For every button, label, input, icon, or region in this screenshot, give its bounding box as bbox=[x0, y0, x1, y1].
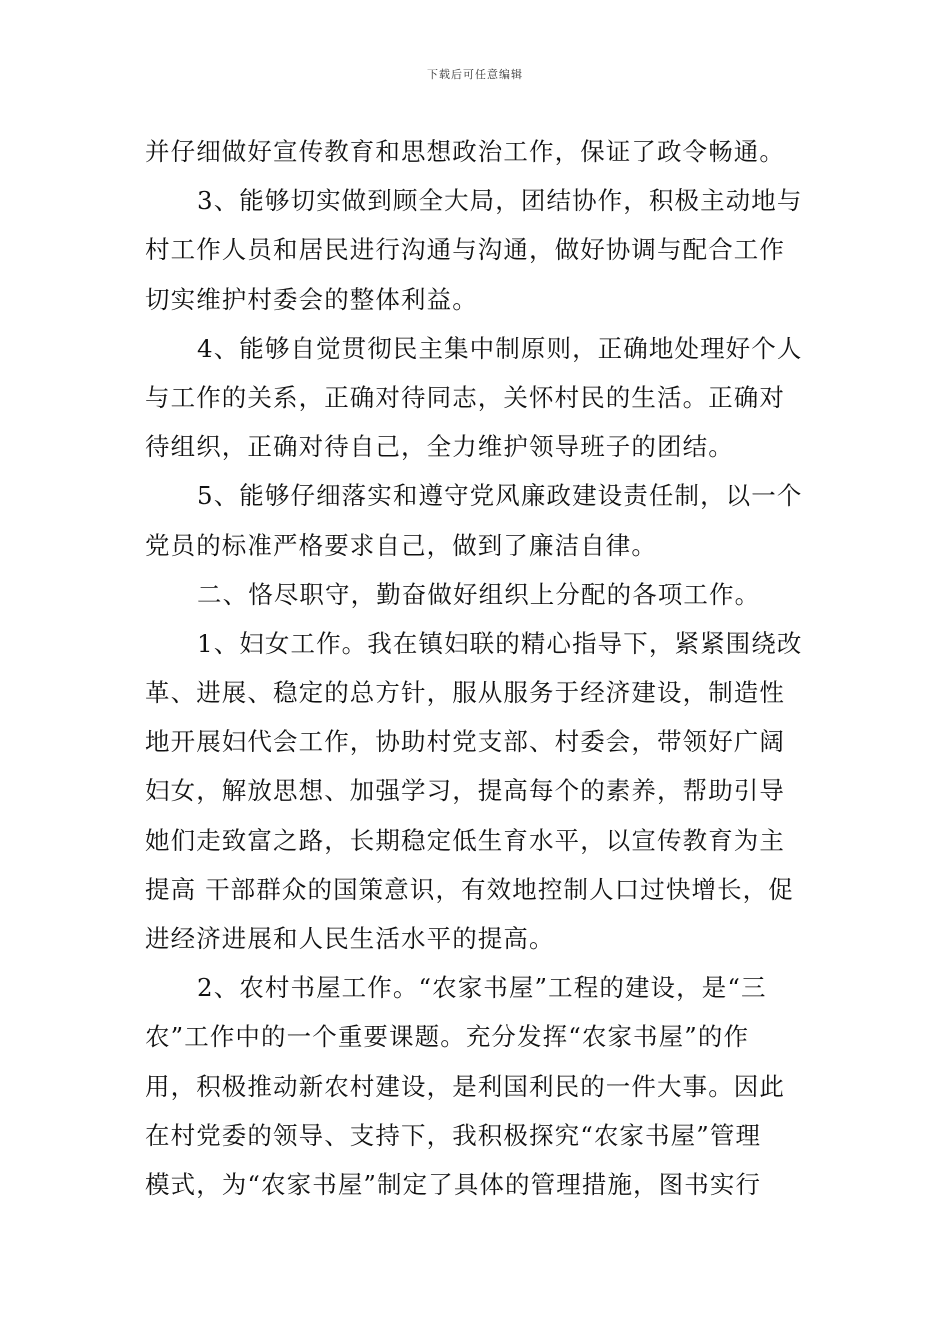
paragraph-line: 2、农村书屋工作。“农家书屋”工程的建设，是“三 bbox=[197, 973, 767, 1003]
paragraph-line: 她们走致富之路，长期稳定低生育水平，以宣传教育为主 bbox=[145, 825, 785, 855]
paragraph-line: 待组织，正确对待自己，全力维护领导班子的团结。 bbox=[145, 432, 734, 462]
paragraph-line: 并仔细做好宣传教育和思想政治工作，保证了政令畅通。 bbox=[145, 137, 785, 166]
paragraph-line: 提高 干部群众的国策意识，有效地控制人口过快增长，促 bbox=[145, 874, 794, 904]
paragraph-line: 村工作人员和居民进行沟通与沟通，做好协调与配合工作 bbox=[145, 235, 785, 265]
paragraph-line: 在村党委的领导、支持下，我积极探究“农家书屋”管理 bbox=[145, 1120, 762, 1150]
paragraph-line: 4、能够自觉贯彻民主集中制原则，正确地处理好个人 bbox=[197, 333, 803, 363]
paragraph-line: 地开展妇代会工作，协助村党支部、村委会，带领好广阔 bbox=[145, 727, 785, 757]
paragraph-line: 3、能够切实做到顾全大局，团结协作，积极主动地与 bbox=[197, 186, 803, 216]
paragraph-line: 模式，为“农家书屋”制定了具体的管理措施，图书实行 bbox=[145, 1169, 762, 1199]
paragraph-line: 革、进展、稳定的总方针，服从服务于经济建设，制造性 bbox=[145, 678, 785, 708]
paragraph-line: 妇女，解放思想、加强学习，提高每个的素养，帮助引导 bbox=[145, 776, 785, 806]
paragraph-line: 与工作的关系，正确对待同志，关怀村民的生活。正确对 bbox=[145, 382, 785, 412]
paragraph-line: 1、妇女工作。我在镇妇联的精心指导下，紧紧围绕改 bbox=[197, 628, 803, 658]
paragraph-line: 农”工作中的一个重要课题。充分发挥“农家书屋”的作 bbox=[145, 1022, 750, 1052]
paragraph-line: 切实维护村委会的整体利益。 bbox=[145, 284, 478, 314]
section-heading: 二、恪尽职守，勤奋做好组织上分配的各项工作。 bbox=[197, 579, 761, 609]
paragraph-line: 进经济进展和人民生活水平的提高。 bbox=[145, 924, 555, 953]
page-header-note: 下载后可任意编辑 bbox=[427, 68, 523, 81]
paragraph-line: 用，积极推动新农村建设，是利国利民的一件大事。因此 bbox=[145, 1071, 785, 1101]
document-body bbox=[145, 127, 810, 1209]
paragraph-line: 党员的标准严格要求自己，做到了廉洁自律。 bbox=[145, 530, 657, 560]
paragraph-line: 5、能够仔细落实和遵守党风廉政建设责任制，以一个 bbox=[197, 481, 803, 511]
